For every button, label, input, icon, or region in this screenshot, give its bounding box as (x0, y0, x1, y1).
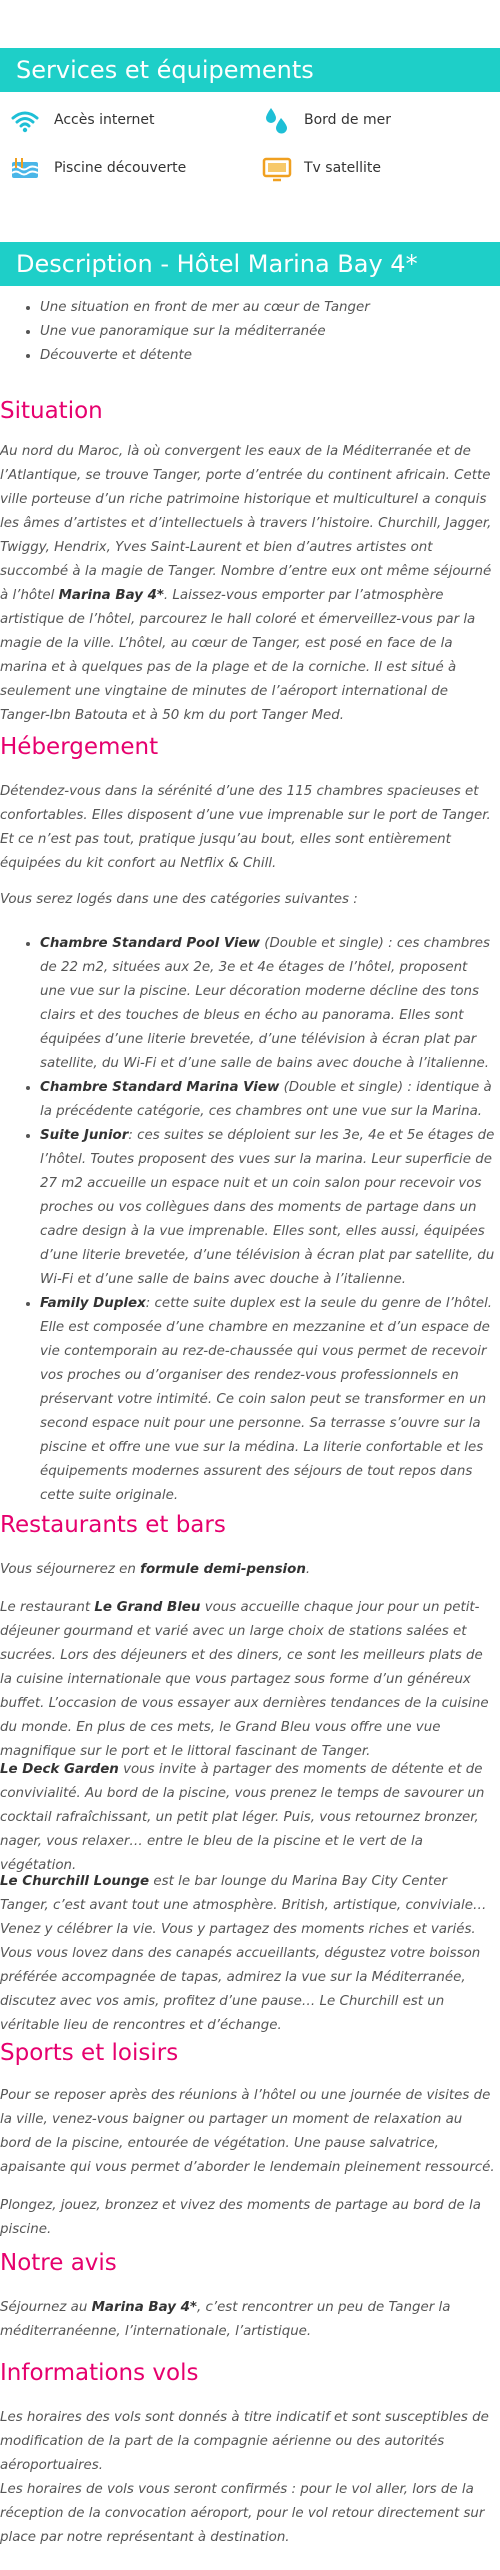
restaurant-deck-garden: Le Deck Garden vous invite à partager des moments de détente et de convivialité. Au bord de la piscine, vous prenez le temps de savourer un cocktail rafraîchissant, un petit plat léger. Puis, vous retournez bronzer, nager, vous relaxer… entre le bleu de la piscine et le vert de la végétation. (0, 1762, 485, 1873)
list-item: • Chambre Standard Marina View (Double et single) : identique à la précédente catégorie, ces chambres ont une vue sur la Marina. (40, 1076, 496, 1124)
sports-title: Sports et loisirs (0, 2040, 179, 2066)
services-title: Services et équipements (16, 56, 314, 84)
avis-text: Séjournez au Marina Bay 4*, c’est rencontrer un peu de Tanger la méditerranéenne, l’internationale, l’artistique. (0, 2300, 451, 2339)
vols-p2: Les horaires de vols vous seront confirmés : pour le vol aller, lors de la réception de la convocation aéroport, pour le vol retour directement sur place par notre représentant à destination. (0, 2482, 485, 2545)
list-item: • Suite Junior: ces suites se déploient sur les 3e, 4e et 5e étages de l’hôtel. Toutes proposent des vues sur la marina. Leur superficie de 27 m2 accueille un espace nuit et un coin salon pour recevoir vos proches ou vos collègues dans des moments de partage dans un cadre design à la vue imprenable. Elles sont, elles aussi, équipées d’une literie brevetée, d’une télévision à écran plat par satellite, du Wi-Fi et d’une salle de bains avec douche à l’italienne. (40, 1124, 496, 1292)
list-item: • Chambre Standard Pool View (Double et single) : ces chambres de 22 m2, situées aux 2e, 3e et 4e étages de l’hôtel, proposent une vue sur la piscine. Leur décoration moderne décline des tons clairs et des touches de bleus en écho au panorama. Elles sont équipées d’une literie brevetée, d’une télévision à écran plat par satellite, du Wi-Fi et d’une salle de bains avec douche à l’italienne. (40, 932, 496, 1076)
description-title: Description - Hôtel Marina Bay 4* (16, 250, 418, 278)
restaurants-title: Restaurants et bars (0, 1512, 226, 1538)
tv-icon (262, 156, 292, 182)
service-tv: Tv satellite (304, 160, 382, 176)
room-list (0, 932, 496, 1508)
restaurants-formula: Vous séjournerez en formule demi-pension. (0, 1562, 311, 1577)
description-header (0, 242, 500, 286)
services-header (0, 48, 500, 92)
restaurant-churchill: Le Churchill Lounge est le bar lounge du Marina Bay City Center Tanger, c’est avant tout une atmosphère. British, artistique, conviviale… Venez y célébrer la vie. Vous y partagez des moments riches et variés. Vous vous lovez dans des canapés accueillants, dégustez votre boisson préférée accompagnée de tapas, admirez la vue sur la Méditerranée, discutez avec vos amis, profitez d’une pause… Le Churchill est un véritable lieu de rencontres et d’échange. (0, 1874, 487, 2033)
sports-p2: Plongez, jouez, bronzez et vivez des moments de partage au bord de la piscine. (0, 2198, 481, 2237)
wifi-icon (10, 108, 40, 134)
pool-icon (10, 156, 40, 182)
situation-text: Au nord du Maroc, là où convergent les eaux de la Méditerranée et de l’Atlantique, se trouve Tanger, porte d’entrée du continent africain. Cette ville porteuse d’un riche patrimoine historique et multiculturel a conquis les âmes d’artistes et d’intellectuels à travers l’histoire. Churchill, Jagger, Twiggy, Hendrix, Yves Saint-Laurent et bien d’autres artistes ont succombé à la magie de Tanger. Nombre d’entre eux ont même séjourné à l’hôtel Marina Bay 4*. Laissez-vous emporter par l’atmosphère artistique de l’hôtel, parcourez le hall coloré et émerveillez-vous par la magie de la ville. L’hôtel, au cœur de Tanger, est posé en face de la marina et à quelques pas de la plage et de la corniche. Il est situé à seulement une vingtaine de minutes de l’aéroport international de Tanger-Ibn Batouta et à 50 km du port Tanger Med. (0, 444, 492, 723)
sports-p1: Pour se reposer après des réunions à l’hôtel ou une journée de visites de la ville, venez-vous baigner ou partager un moment de relaxation au bord de la piscine, entourée de végétation. Une pause salvatrice, apaisante qui vous permet d’aborder le lendemain pleinement ressourcé. (0, 2088, 495, 2175)
description-bullets (0, 296, 496, 368)
hebergement-title: Hébergement (0, 734, 159, 760)
list-item: • Family Duplex: cette suite duplex est la seule du genre de l’hôtel. Elle est composée d’une chambre en mezzanine et d’un espace de vie contemporain au rez-de-chaussée qui vous permet de recevoir vos proches ou d’organiser des rendez-vous professionnels en préservant votre intimité. Ce coin salon peut se transformer en un second espace nuit pour une personne. Sa terrasse s’ouvre sur la piscine et offre une vue sur la médina. La literie confortable et les équipements modernes assurent des séjours de tout repos dans cette suite originale. (40, 1292, 496, 1508)
vols-title: Informations vols (0, 2360, 199, 2386)
water-drops-icon (262, 106, 292, 132)
hebergement-intro: Détendez-vous dans la sérénité d’une des 115 chambres spacieuses et confortables. Elles disposent d’une vue imprenable sur le port de Tanger. Et ce n’est pas tout, pratique jusqu’au bout, elles sont entièrement équipées du kit confort au Netflix & Chill. (0, 784, 491, 871)
service-internet: Accès internet (54, 112, 155, 128)
restaurant-grand-bleu: Le restaurant Le Grand Bleu vous accueille chaque jour pour un petit-déjeuner gourmand et varié avec un large choix de stations salées et sucrées. Lors des déjeuners et des diners, ce sont les meilleurs plats de la cuisine internationale que vous partagez sous forme d’un généreux buffet. L’occasion de vous essayer aux dernières tendances de la cuisine du monde. En plus de ces mets, le Grand Bleu vous offre une vue magnifique sur le port et le littoral fascinant de Tanger. (0, 1600, 489, 1759)
hebergement-categories-intro: Vous serez logés dans une des catégories suivantes : (0, 892, 358, 907)
situation-title: Situation (0, 398, 103, 424)
service-bord-de-mer: Bord de mer (304, 112, 391, 128)
list-item: • Une situation en front de mer au cœur de Tanger (40, 296, 496, 320)
avis-title: Notre avis (0, 2250, 117, 2276)
list-item: • Une vue panoramique sur la méditerranée (40, 320, 496, 344)
service-piscine: Piscine découverte (54, 160, 187, 176)
vols-p1: Les horaires des vols sont donnés à titre indicatif et sont susceptibles de modification de la part de la compagnie aérienne ou des autorités aéroportuaires. (0, 2410, 489, 2473)
hotel-name: Marina Bay 4* (58, 588, 164, 603)
list-item: • Découverte et détente (40, 344, 496, 368)
